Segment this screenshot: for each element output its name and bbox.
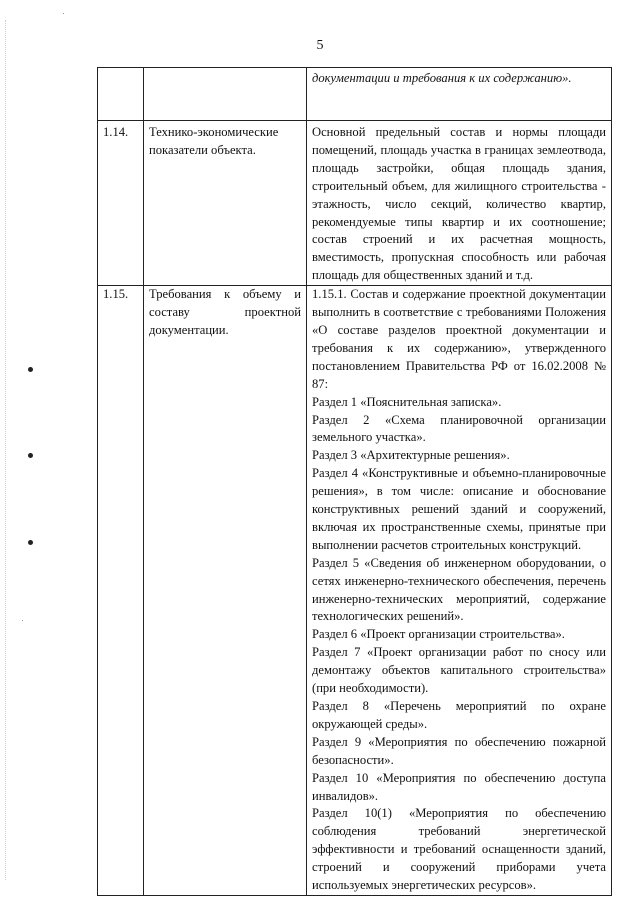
scan-speck — [22, 620, 23, 621]
punch-hole-mark — [28, 453, 33, 458]
table-row — [98, 286, 612, 896]
section-paragraph: Раздел 1 «Пояснительная записка». — [312, 394, 502, 409]
section-paragraph: Раздел 9 «Мероприятия по обеспечению пожарной безопасности». — [312, 734, 606, 767]
table-row — [98, 121, 612, 286]
section-paragraph: 1.15.1. Состав и содержание проектной документации выполнить в соответствие с требованиями Положения «О составе разделов проектной документации и требования к их содержанию», утвержденного постановлением Правительства РФ от 16.02.2008 № 87: — [312, 287, 606, 391]
row-description-cell: документации и требования к их содержанию». — [307, 68, 612, 121]
row-name-cell: Технико-экономические показатели объекта. — [144, 121, 307, 286]
row-number-cell: 1.14. — [98, 121, 144, 286]
punch-hole-mark — [28, 540, 33, 545]
section-paragraph: Раздел 7 «Проект организации работ по сносу или демонтажу объектов капитального строительства» (при необходимости). — [312, 645, 606, 696]
scan-margin-line — [5, 20, 7, 880]
row-number-cell: 1.15. — [98, 286, 144, 896]
punch-hole-mark — [28, 367, 33, 372]
section-paragraph: Раздел 3 «Архитектурные решения». — [312, 448, 510, 463]
row-description-cell: Основной предельный состав и нормы площади помещений, площадь участка в границах землеотвода, площадь застройки, общая площадь здания, строительный объем, для жилищного строительства - этажность, число секций, количество квартир, рекомендуемые типы квартир и их соотношение; состав строений и их расчетная мощность, вместимость, пропускная способность или рабочая площадь для общественных зданий и т.д. — [307, 121, 612, 286]
section-paragraph: Раздел 8 «Перечень мероприятий по охране окружающей среды». — [312, 699, 606, 731]
row-name-cell: Требования к объему и составу проектной документации. — [144, 286, 307, 896]
section-paragraph: Раздел 6 «Проект организации строительства». — [312, 627, 565, 642]
page-number: 5 — [316, 38, 324, 53]
row-description-cell — [307, 286, 612, 896]
section-paragraph: Раздел 2 «Схема планировочной организации земельного участка». — [312, 412, 606, 445]
section-paragraph: Раздел 10(1) «Мероприятия по обеспечению соблюдения требований энергетической эффективности и требований оснащенности зданий, строений и сооружений приборами учета используемых энергетических ресурсов». — [312, 806, 606, 893]
section-paragraph: Раздел 10 «Мероприятия по обеспечению доступа инвалидов». — [312, 770, 606, 803]
row-number-cell — [98, 68, 144, 121]
section-paragraph: Раздел 5 «Сведения об инженерном оборудовании, о сетях инженерно-технического обеспечения, перечень инженерно-технических мероприятий, содержание технологических решений». — [312, 555, 606, 624]
row-name-cell — [144, 68, 307, 121]
table-row — [98, 68, 612, 121]
requirements-table — [97, 67, 612, 896]
section-paragraph: Раздел 4 «Конструктивные и объемно-планировочные решения», в том числе: описание и обоснование конструктивных решений зданий и сооружений, включая их пространственные схемы, принятые при выполнении расчетов строительных конструкций. — [312, 466, 606, 552]
scan-speck — [63, 13, 64, 14]
